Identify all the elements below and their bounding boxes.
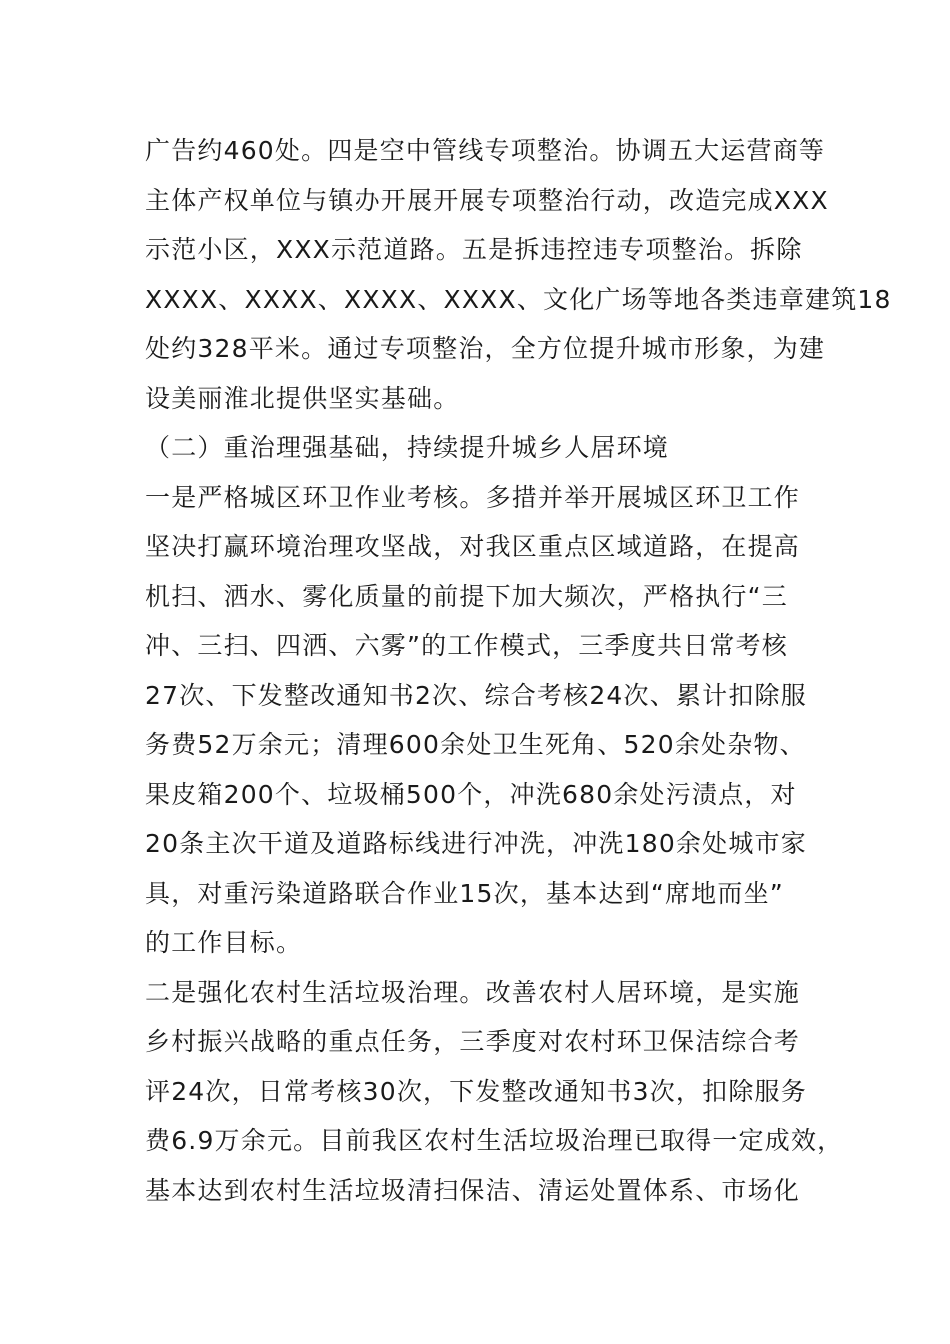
body-line: 乡村振兴战略的重点任务，三季度对农村环卫保洁综合考 [145, 1027, 801, 1056]
body-line: 主体产权单位与镇办开展开展专项整治行动，改造完成XXX [145, 185, 829, 215]
body-line: 冲、三扫、四洒、六雾”的工作模式，三季度共日常考核 [145, 631, 788, 660]
body-line: 费6.9万余元。目前我区农村生活垃圾治理已取得一定成效， [145, 1126, 844, 1155]
body-line: 基本达到农村生活垃圾清扫保洁、清运处置体系、市场化 [145, 1175, 801, 1205]
body-line: 果皮箱200个、垃圾桶500个，冲洗680余处污渍点，对 [145, 779, 797, 809]
body-line: 示范小区，XXX示范道路。五是拆违控违专项整治。拆除 [145, 235, 803, 264]
body-line: 具，对重污染道路联合作业15次，基本达到“席地而坐” [145, 878, 784, 908]
body-line: 处约328平米。通过专项整治，全方位提升城市形象，为建 [145, 334, 826, 363]
body-line: 务费52万余元；清理600余处卫生死角、520余处杂物、 [145, 730, 806, 759]
body-line: 机扫、洒水、雾化质量的前提下加大频次，严格执行“三 [145, 581, 788, 611]
body-line: 设美丽淮北提供坚实基础。 [145, 383, 460, 413]
body-line: 广告约460处。四是空中管线专项整治。协调五大运营商等 [145, 136, 826, 165]
body-line: 27次、下发整改通知书2次、综合考核24次、累计扣除服 [145, 680, 807, 710]
section-heading: （二）重治理强基础，持续提升城乡人居环境 [145, 433, 670, 462]
document-body [145, 126, 892, 1215]
body-line: 20条主次干道及道路标线进行冲洗，冲洗180余处城市家 [145, 829, 807, 858]
body-line: 评24次，日常考核30次，下发整改通知书3次，扣除服务 [145, 1076, 807, 1106]
body-line: XXXX、XXXX、XXXX、XXXX、文化广场等地各类违章建筑18 [145, 284, 892, 314]
body-line: 一是严格城区环卫作业考核。多措并举开展城区环卫工作 [145, 482, 801, 512]
body-line: 坚决打赢环境治理攻坚战，对我区重点区域道路，在提高 [145, 532, 801, 561]
body-line: 的工作目标。 [145, 928, 303, 957]
body-line: 二是强化农村生活垃圾治理。改善农村人居环境，是实施 [145, 977, 801, 1007]
